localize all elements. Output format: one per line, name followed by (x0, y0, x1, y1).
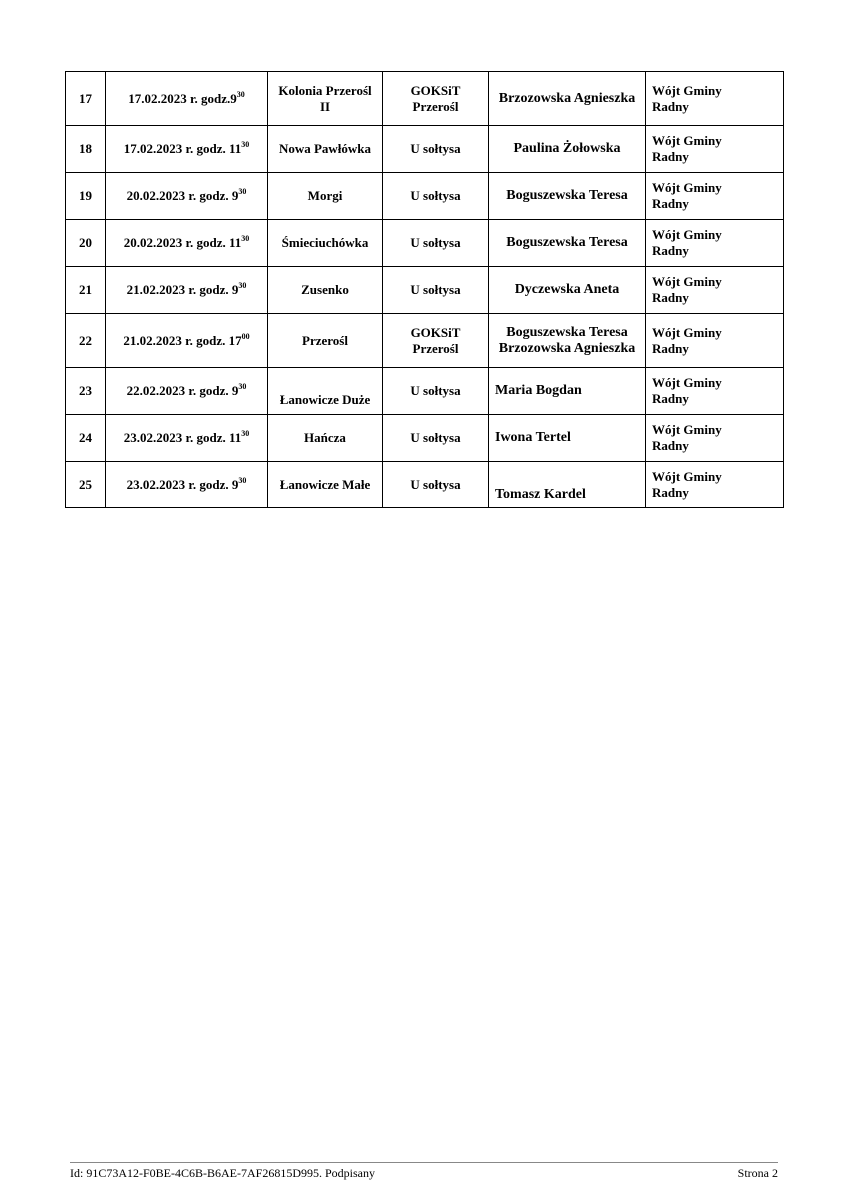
table-row (66, 267, 784, 314)
attendees (646, 220, 784, 267)
meeting-date (106, 415, 268, 462)
village-name: Nowa Pawłówka (268, 126, 383, 173)
meeting-date (106, 267, 268, 314)
meeting-venue: GOKSiT Przerośl (383, 314, 489, 368)
village-name: Łanowicze Małe (268, 462, 383, 508)
time-minutes: 30 (236, 89, 245, 99)
responsible-person: Dyczewska Aneta (489, 267, 646, 314)
time-minutes: 30 (241, 234, 250, 243)
meeting-venue: U sołtysa (383, 126, 489, 173)
attendee-radny: Radny (652, 391, 689, 406)
meeting-date (106, 220, 268, 267)
village-name: Kolonia Przerośl II (268, 72, 383, 126)
responsible-person: Boguszewska Teresa (489, 173, 646, 220)
time-minutes: 30 (238, 187, 247, 196)
responsible-person: Paulina Żołowska (489, 126, 646, 173)
row-number: 17 (66, 72, 106, 126)
row-number: 22 (66, 314, 106, 368)
time-minutes: 30 (238, 475, 247, 485)
date-text: 23.02.2023 r. godz. 11 (123, 430, 242, 445)
row-number: 24 (66, 415, 106, 462)
attendee-wojt: Wójt Gminy (652, 82, 722, 98)
date-text: 17.02.2023 r. godz.9 (128, 90, 237, 106)
attendee-radny: Radny (652, 149, 689, 164)
date-text: 17.02.2023 r. godz. 11 (123, 141, 242, 156)
meeting-date (106, 173, 268, 220)
time-minutes: 30 (238, 382, 247, 391)
date-text: 20.02.2023 r. godz. 11 (123, 235, 242, 250)
date-text: 20.02.2023 r. godz. 9 (126, 188, 239, 203)
attendee-wojt: Wójt Gminy (652, 133, 722, 148)
time-minutes: 30 (241, 140, 250, 149)
attendee-radny: Radny (652, 438, 689, 453)
time-minutes: 30 (241, 429, 250, 438)
attendee-radny: Radny (652, 340, 689, 356)
responsible-person: Tomasz Kardel (489, 462, 646, 508)
responsible-person: Iwona Tertel (489, 415, 646, 462)
responsible-person: Maria Bogdan (489, 368, 646, 415)
meeting-venue: U sołtysa (383, 368, 489, 415)
attendee-wojt: Wójt Gminy (652, 324, 722, 340)
page-number: Strona 2 (737, 1166, 778, 1180)
meeting-venue: U sołtysa (383, 462, 489, 508)
meeting-date (106, 462, 268, 508)
responsible-person: Boguszewska Teresa (489, 220, 646, 267)
attendees (646, 126, 784, 173)
date-text: 22.02.2023 r. godz. 9 (126, 383, 239, 398)
attendee-wojt: Wójt Gminy (652, 180, 722, 195)
row-number: 19 (66, 173, 106, 220)
table-row (66, 462, 784, 508)
time-minutes: 00 (241, 331, 250, 341)
table-row (66, 415, 784, 462)
attendees (646, 462, 784, 508)
attendees (646, 314, 784, 368)
village-name: Przerośl (268, 314, 383, 368)
attendees (646, 72, 784, 126)
village-name: Zusenko (268, 267, 383, 314)
attendee-wojt: Wójt Gminy (652, 422, 722, 437)
table-row (66, 173, 784, 220)
meeting-venue: U sołtysa (383, 415, 489, 462)
attendees (646, 368, 784, 415)
village-name: Łanowicze Duże (268, 368, 383, 415)
meeting-date (106, 314, 268, 368)
attendee-wojt: Wójt Gminy (652, 468, 722, 484)
table-row (66, 314, 784, 368)
meeting-schedule-table (65, 71, 784, 508)
responsible-person: Brzozowska Agnieszka (489, 72, 646, 126)
row-number: 23 (66, 368, 106, 415)
attendees (646, 267, 784, 314)
table-row (66, 220, 784, 267)
attendee-radny: Radny (652, 98, 689, 114)
responsible-person: Boguszewska Teresa Brzozowska Agnieszka (489, 314, 646, 368)
time-minutes: 30 (238, 281, 247, 290)
date-text: 21.02.2023 r. godz. 17 (123, 332, 242, 348)
attendees (646, 173, 784, 220)
footer-divider (70, 1162, 778, 1163)
meeting-venue: U sołtysa (383, 220, 489, 267)
attendee-radny: Radny (652, 484, 689, 500)
attendee-wojt: Wójt Gminy (652, 227, 722, 242)
village-name: Morgi (268, 173, 383, 220)
row-number: 18 (66, 126, 106, 173)
meeting-date (106, 126, 268, 173)
date-text: 23.02.2023 r. godz. 9 (126, 476, 239, 492)
attendee-radny: Radny (652, 243, 689, 258)
date-text: 21.02.2023 r. godz. 9 (126, 282, 239, 297)
meeting-date (106, 72, 268, 126)
meeting-date (106, 368, 268, 415)
document-id: Id: 91C73A12-F0BE-4C6B-B6AE-7AF26815D995. Podpisany (70, 1166, 376, 1180)
attendees (646, 415, 784, 462)
attendee-radny: Radny (652, 290, 689, 305)
village-name: Hańcza (268, 415, 383, 462)
table-row (66, 368, 784, 415)
attendee-wojt: Wójt Gminy (652, 274, 722, 289)
meeting-venue: GOKSiT Przerośl (383, 72, 489, 126)
row-number: 21 (66, 267, 106, 314)
table-row (66, 72, 784, 126)
attendee-wojt: Wójt Gminy (652, 375, 722, 390)
village-name: Śmieciuchówka (268, 220, 383, 267)
attendee-radny: Radny (652, 196, 689, 211)
meeting-venue: U sołtysa (383, 267, 489, 314)
table-row (66, 126, 784, 173)
meeting-venue: U sołtysa (383, 173, 489, 220)
row-number: 25 (66, 462, 106, 508)
row-number: 20 (66, 220, 106, 267)
